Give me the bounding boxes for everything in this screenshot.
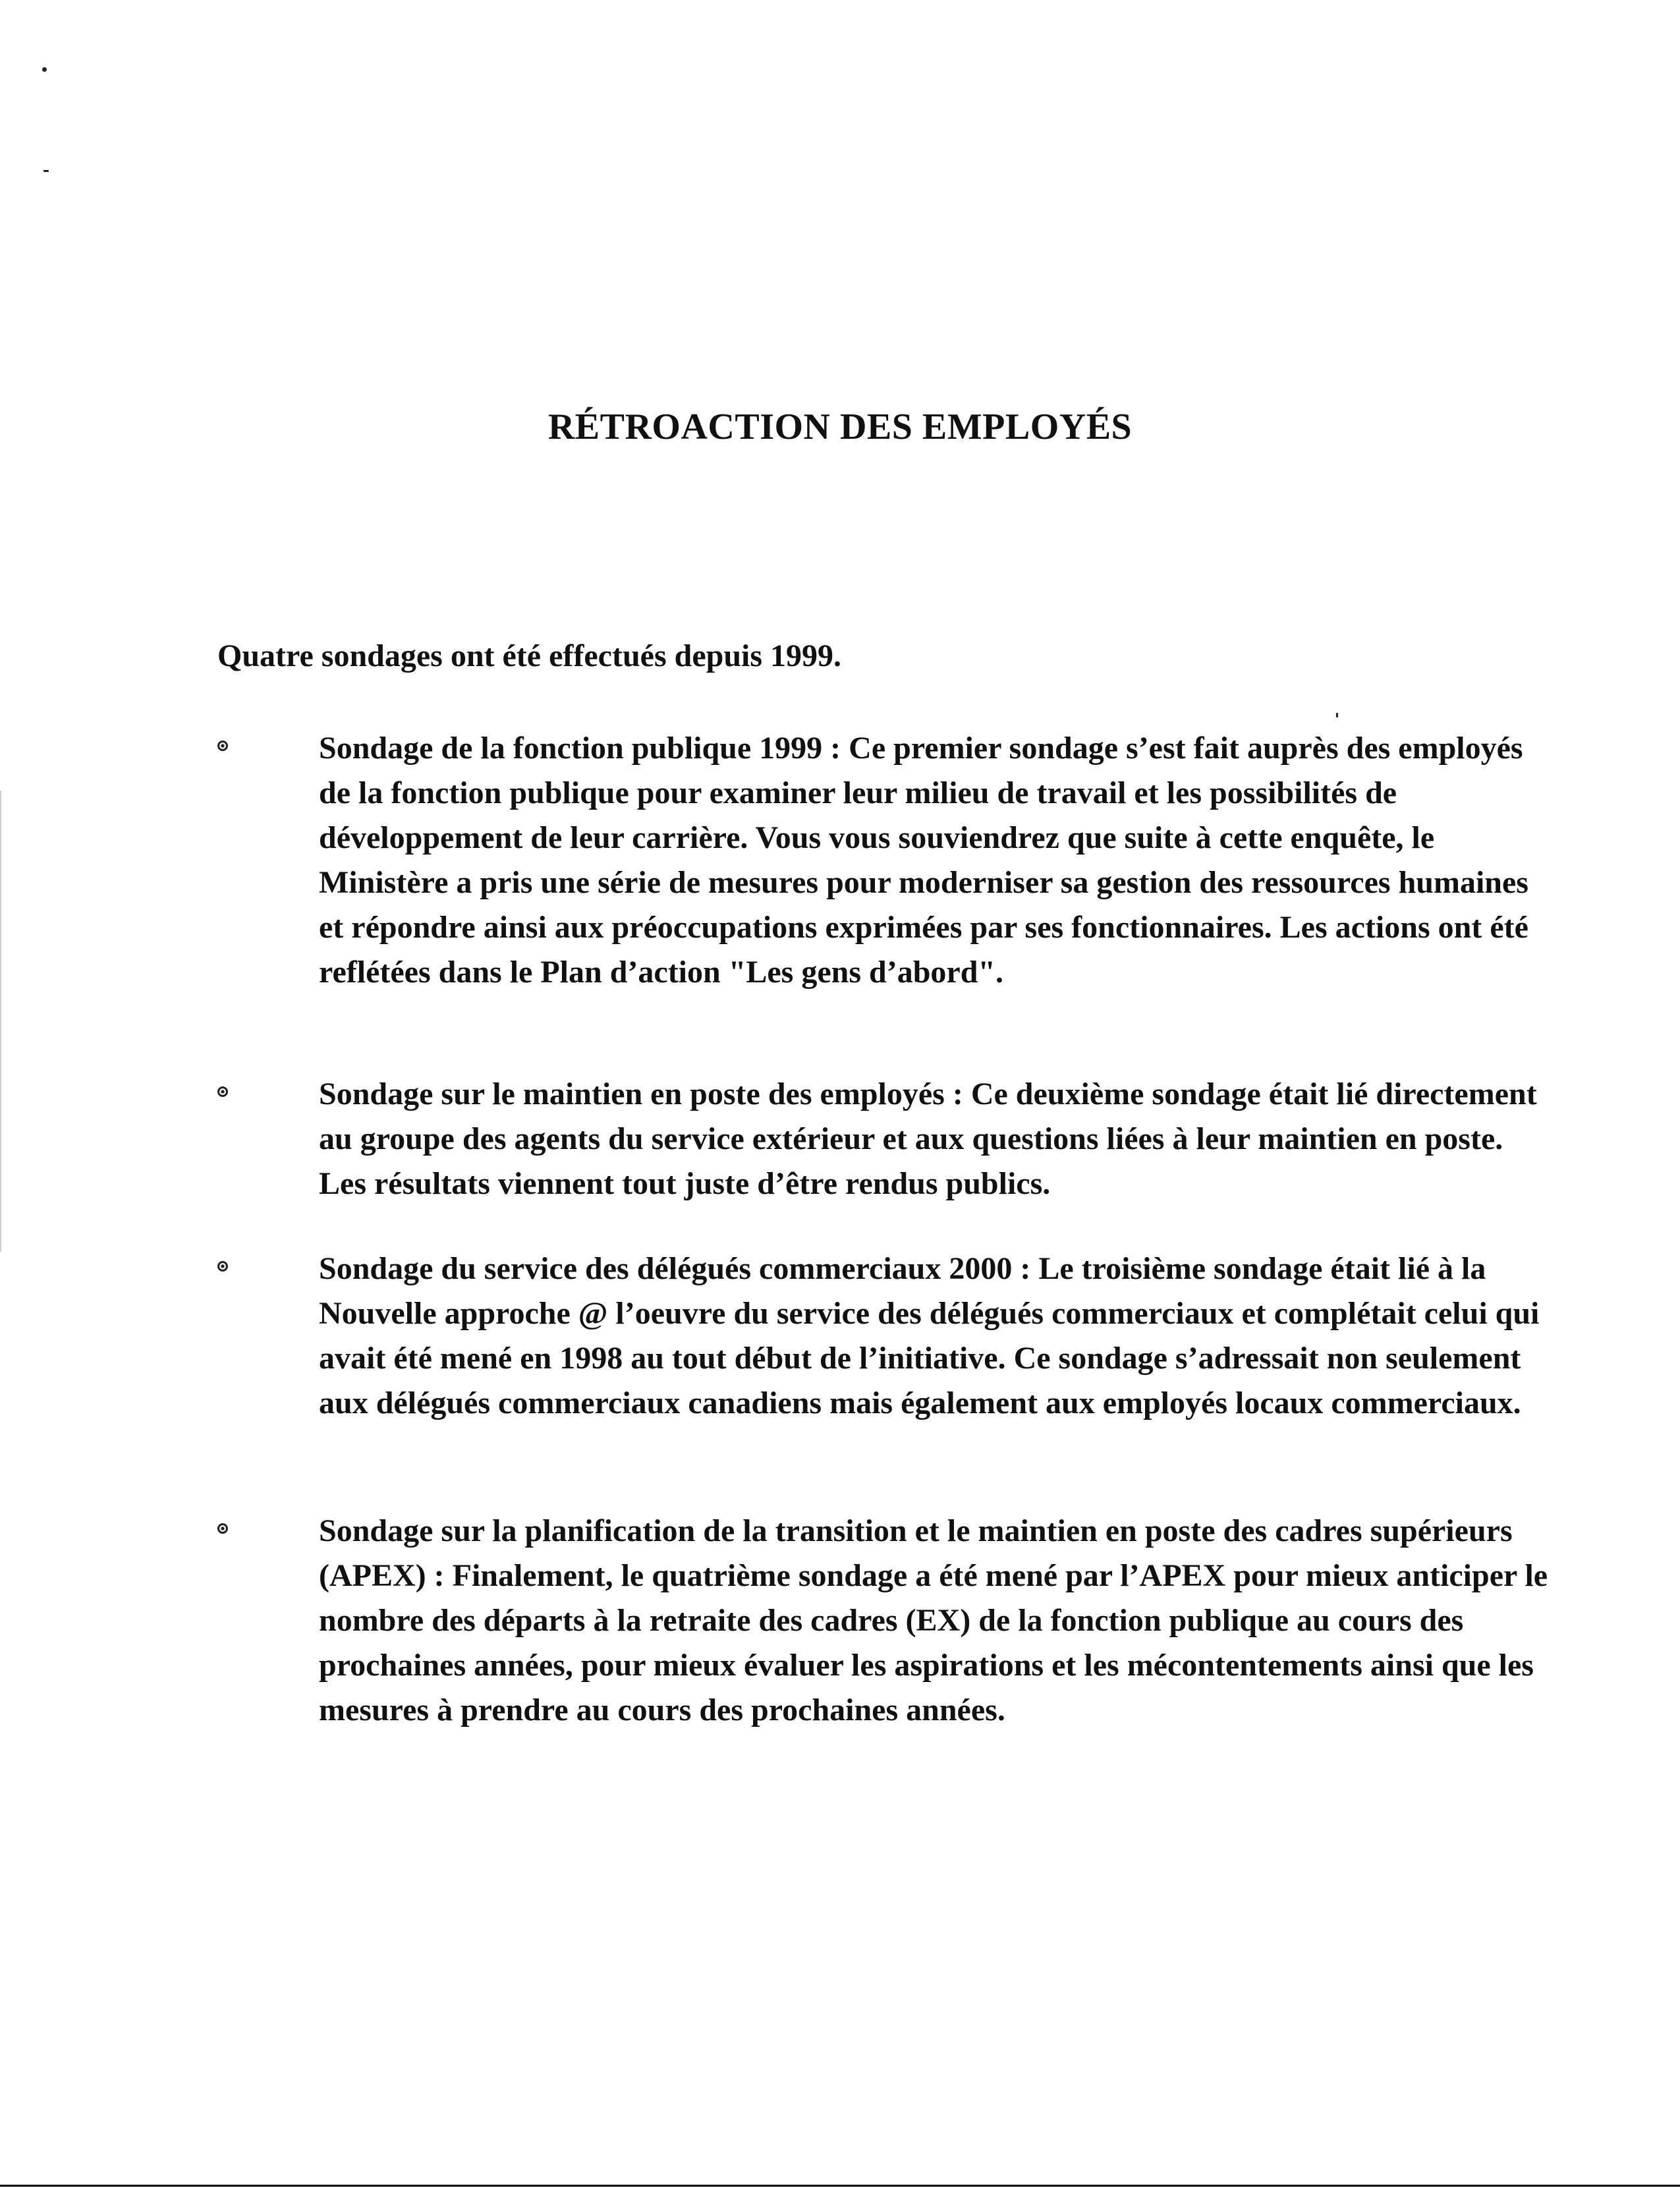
- list-item-text: Sondage du service des délégués commerciaux 2000 : Le troisième sondage était lié à la Nouvelle approche @ l’oeuvre du service des délégués commerciaux et complétait celui qui avait été mené en 1998 au tout début de l’initiative. Ce sondage s’adressait non seulement aux délégués commerciaux canadiens mais également aux employés locaux commerciaux.: [319, 1251, 1540, 1420]
- bullet-icon: [217, 741, 228, 751]
- page-title: RÉTROACTION DES EMPLOYÉS: [547, 407, 1133, 447]
- scan-speck: [42, 67, 47, 72]
- scan-speck: [43, 170, 49, 172]
- list-item-text: Sondage de la fonction publique 1999 : Ce premier sondage s’est fait auprès des employés de la fonction publique pour examiner leur milieu de travail et les possibilités de développement de leur carrière. Vous vous souviendrez que suite à cette enquête, le Ministère a pris une série de mesures pour moderniser sa gestion des ressources humaines et répondre ainsi aux préoccupations exprimées par ses fonctionnaires. Les actions ont été reflétées dans le Plan d’action "Les gens d’abord".: [319, 731, 1528, 990]
- scan-edge-line: [0, 791, 1, 1252]
- bullet-icon: [217, 1261, 228, 1272]
- scan-bottom-edge: [0, 2185, 1680, 2187]
- bullet-icon: [217, 1086, 228, 1097]
- list-item-text: Sondage sur la planification de la transition et le maintien en poste des cadres supérieurs (APEX) : Finalement, le quatrième sondage a été mené par l’APEX pour mieux anticiper le nombre des départs à la retraite des cadres (EX) de la fonction publique au cours des prochaines années, pour mieux évaluer les aspirations et les mécontentements ainsi que les mesures à prendre au cours des prochaines années.: [319, 1513, 1548, 1727]
- scan-speck: [1336, 713, 1338, 717]
- list-item-text: Sondage sur le maintien en poste des employés : Ce deuxième sondage était lié directement au groupe des agents du service extérieur et aux questions liées à leur maintien en poste. Les résultats viennent tout juste d’être rendus publics.: [319, 1077, 1537, 1201]
- bullet-icon: [217, 1523, 228, 1534]
- intro-text: Quatre sondages ont été effectués depuis 1999.: [217, 638, 842, 673]
